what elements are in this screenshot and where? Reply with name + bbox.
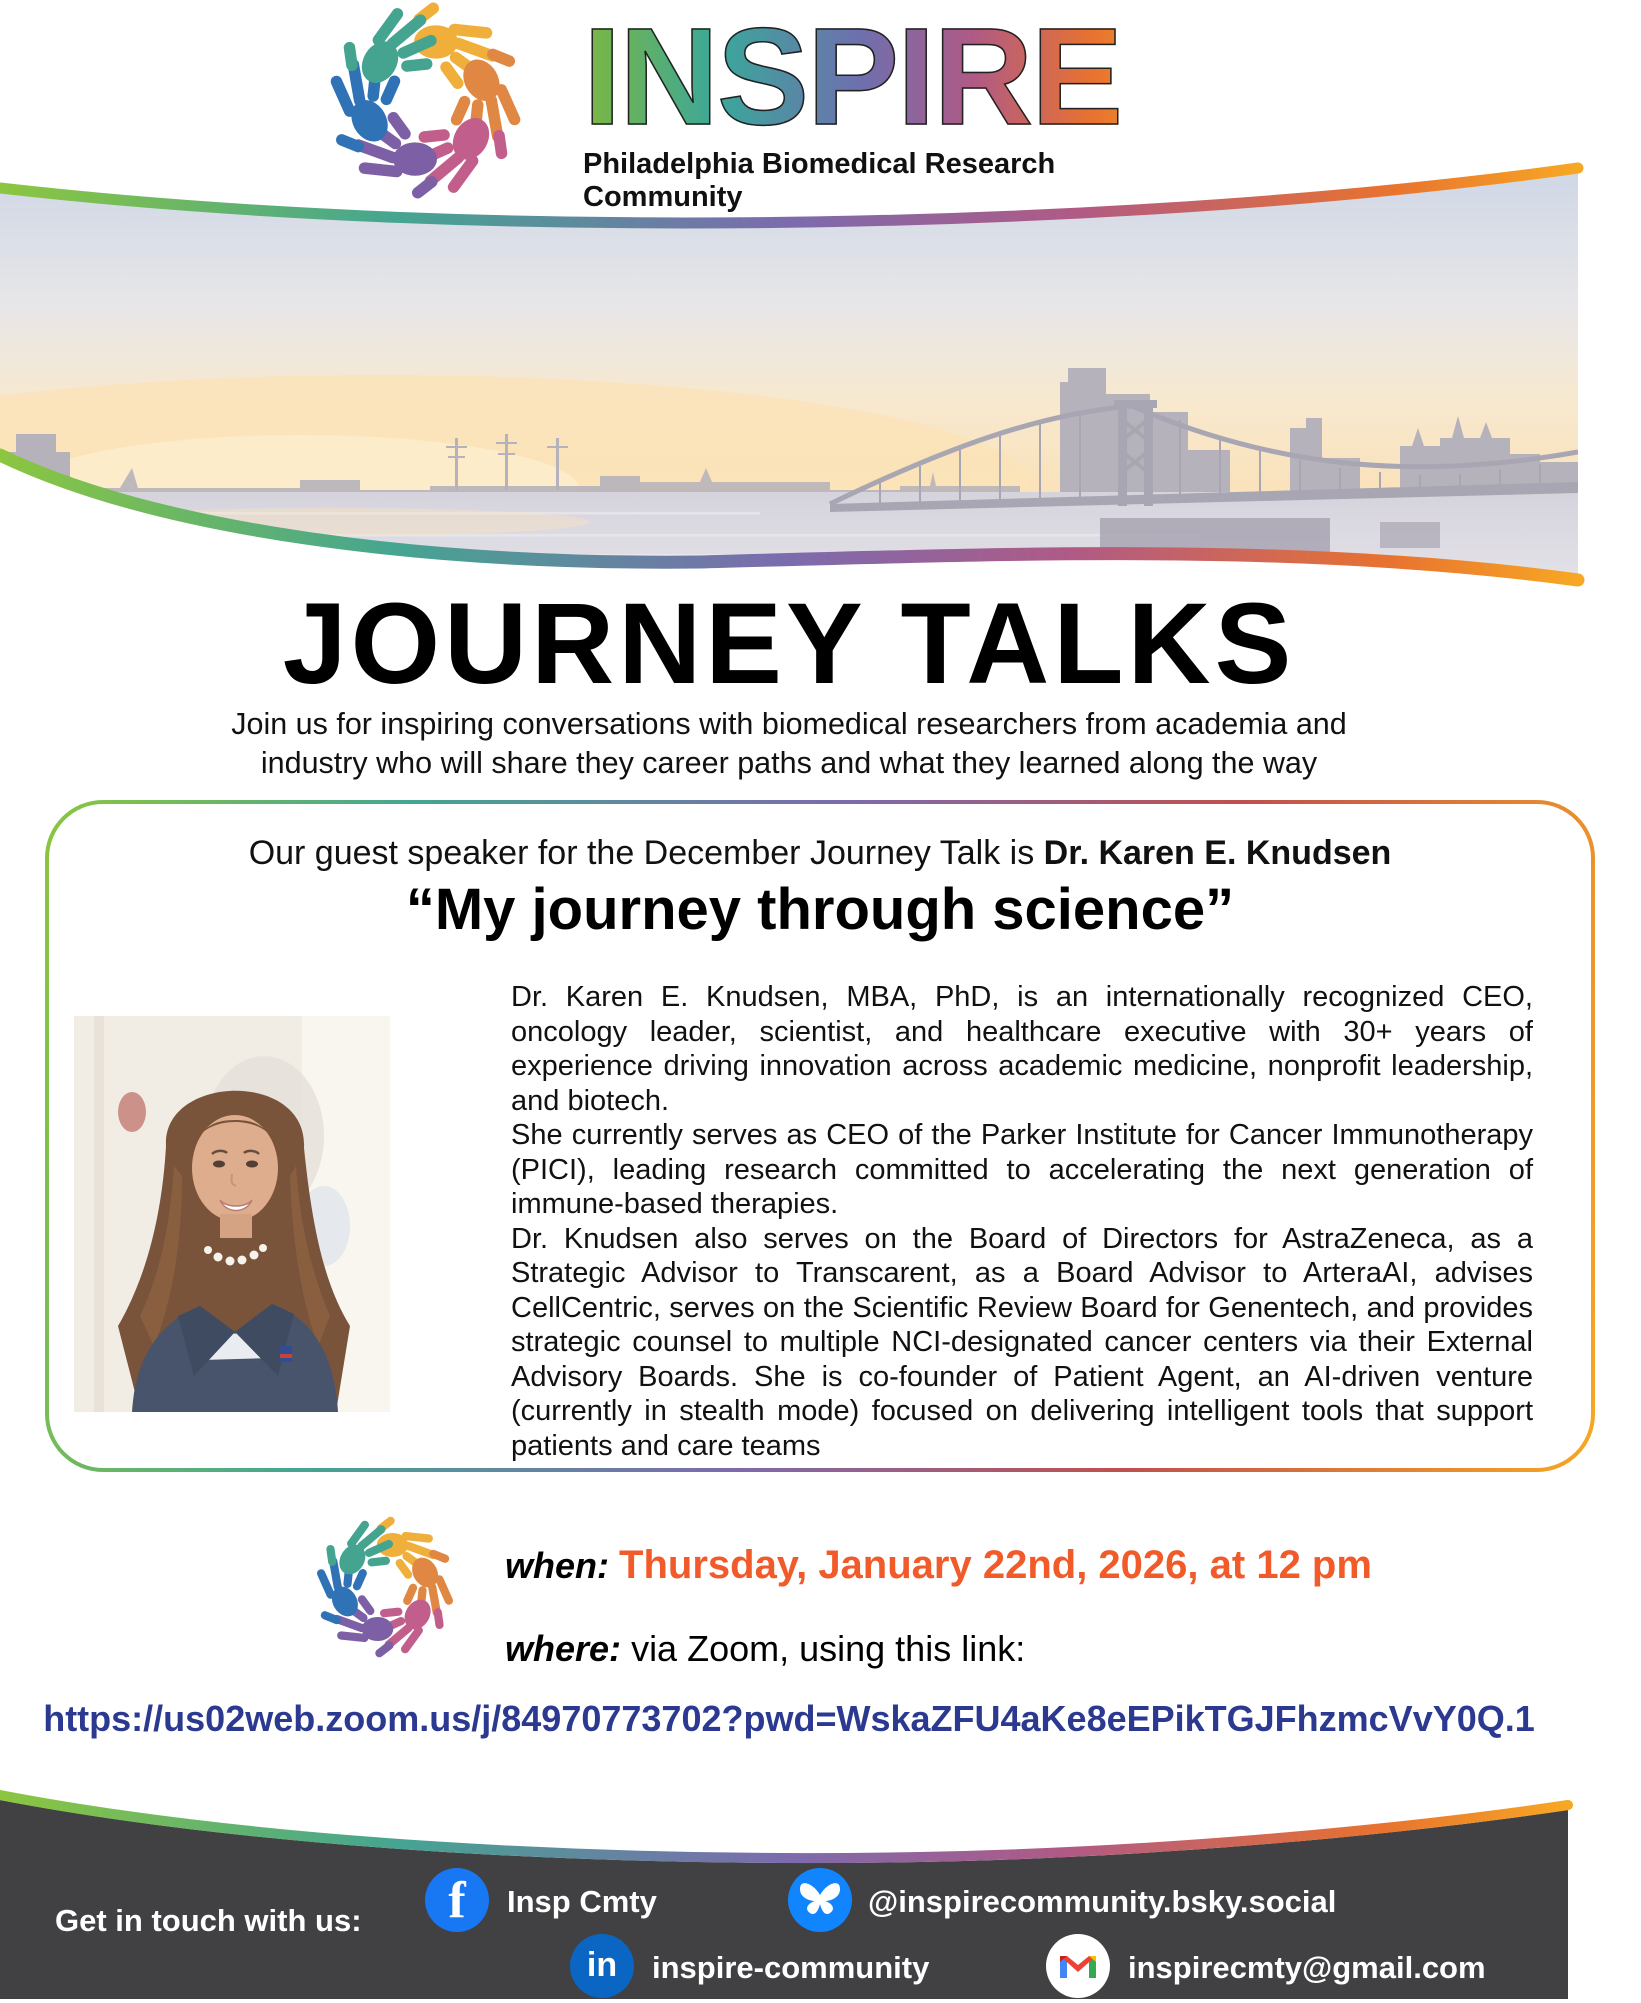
- hero-intro: [0, 705, 1578, 783]
- logo-wordmark: INSPIRE: [583, 8, 1203, 146]
- linkedin-handle[interactable]: inspire-community: [652, 1950, 930, 1985]
- get-in-touch-label: Get in touch with us:: [55, 1903, 362, 1938]
- bio-paragraph-2: She currently serves as CEO of the Parker Institute for Cancer Immunotherapy (PICI), leading research committed to accelerating the next generation of immune-based therapies.: [511, 1119, 1533, 1220]
- bluesky-handle[interactable]: @inspirecommunity.bsky.social: [868, 1884, 1337, 1919]
- speaker-card: [45, 800, 1595, 1472]
- event-where: [505, 1628, 1025, 1670]
- hero-intro-line2: industry who will share they career paths and what they learned along the way: [260, 746, 1318, 780]
- gmail-address[interactable]: inspirecmty@gmail.com: [1128, 1950, 1486, 1985]
- talk-title: “My journey through science”: [405, 877, 1235, 942]
- speaker-name: Dr. Karen E. Knudsen: [1043, 834, 1392, 872]
- when-label: when:: [505, 1545, 609, 1586]
- logo-subtitle: Philadelphia Biomedical Research Community: [583, 148, 1056, 213]
- bio-paragraph-1: Dr. Karen E. Knudsen, MBA, PhD, is an internationally recognized CEO, oncology leader, scientist, and healthcare executive with 30+ years of experience driving innovation across academic medicine, nonprofit leadership, and biotech.: [511, 981, 1533, 1117]
- when-value: Thursday, January 22nd, 2026, at 12 pm: [619, 1543, 1372, 1587]
- where-value: via Zoom, using this link:: [631, 1628, 1026, 1669]
- inspire-hands-logo-small: [310, 1512, 460, 1662]
- speaker-heading-prefix: Our guest speaker for the December Journey Talk is: [248, 834, 1044, 872]
- bluesky-butterfly-icon[interactable]: [788, 1868, 852, 1932]
- where-label: where:: [505, 1628, 622, 1669]
- facebook-handle[interactable]: Insp Cmty: [507, 1884, 657, 1919]
- speaker-card-heading: [49, 834, 1591, 873]
- event-when: [505, 1543, 1372, 1588]
- linkedin-icon[interactable]: in: [570, 1934, 634, 1998]
- speaker-bio: [511, 980, 1533, 1463]
- page-title: JOURNEY TALKS: [282, 580, 1296, 708]
- skyline-banner-photo: [0, 150, 1641, 590]
- facebook-icon[interactable]: f: [425, 1868, 489, 1932]
- speaker-portrait-photo: [74, 1016, 390, 1412]
- bio-paragraph-3: Dr. Knudsen also serves on the Board of Directors for AstraZeneca, as a Strategic Advisor to Transcarent, as a Board Advisor to ArteraAI, advises CellCentric, serves on the Scientific Review Board for Genentech, and provides strategic counsel to multiple NCI-designated cancer centers via their External Advisory Boards. She is co-founder of Patient Agent, an AI-driven venture (currently in stealth mode) focused on delivering intelligent tools that support patients and care teams: [511, 1222, 1533, 1462]
- zoom-meeting-link[interactable]: https://us02web.zoom.us/j/84970773702?pwd=WskaZFU4aKe8eEPikTGJFhzmcVvY0Q.1: [43, 1698, 1535, 1739]
- gmail-icon[interactable]: [1046, 1934, 1110, 1998]
- hero-intro-line1: Join us for inspiring conversations with biomedical researchers from academia and: [231, 707, 1347, 741]
